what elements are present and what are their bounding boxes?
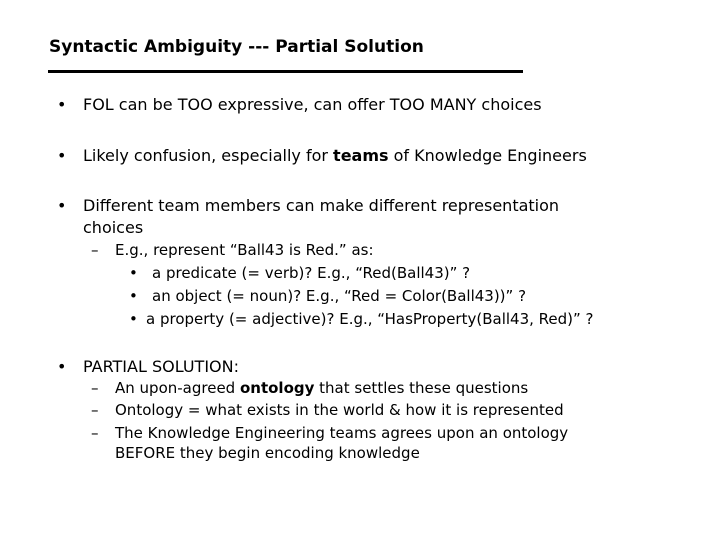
title-underline <box>48 70 523 73</box>
bullet-icon: • <box>57 357 67 376</box>
sub-bullet-text-part: An upon-agreed <box>115 379 240 397</box>
bullet-text <box>83 145 587 166</box>
bullet-text-line: choices <box>83 218 144 237</box>
sub-bullet-text: E.g., represent “Ball43 is Red.” as: <box>115 241 374 259</box>
bullet-text-part: of Knowledge Engineers <box>388 146 587 165</box>
bullet-icon: • <box>129 310 138 328</box>
dash-icon: – <box>91 424 99 442</box>
sub-bullet-text-emphasis: ontology <box>239 379 315 397</box>
slide-title: Syntactic Ambiguity --- Partial Solution <box>49 37 424 57</box>
bullet-text: FOL can be TOO expressive, can offer TOO MANY choices <box>83 95 542 114</box>
dash-icon: – <box>91 241 99 259</box>
bullet-icon: • <box>57 196 67 215</box>
bullet-text-line: Different team members can make different representation <box>83 196 560 215</box>
dash-icon: – <box>91 379 99 397</box>
sub-bullet-text-line: The Knowledge Engineering teams agrees upon an ontology <box>115 424 569 442</box>
bullet-icon: • <box>57 146 67 165</box>
dash-icon: – <box>91 401 99 419</box>
sub-bullet-text: Ontology = what exists in the world & how it is represented <box>115 401 564 419</box>
sub-bullet-text <box>115 378 528 399</box>
bullet-text-emphasis: teams <box>333 146 389 165</box>
sub-bullet-text-line: BEFORE they begin encoding knowledge <box>115 444 420 462</box>
bullet-text-part: Likely confusion, especially for <box>83 146 334 165</box>
bullet-icon: • <box>129 287 138 305</box>
bullet-text: PARTIAL SOLUTION: <box>83 357 239 376</box>
bullet-icon: • <box>129 264 138 282</box>
option-text: a property (= adjective)? E.g., “HasProperty(Ball43, Red)” ? <box>146 310 594 328</box>
sub-bullet-text-part: that settles these questions <box>314 379 529 397</box>
option-text: a predicate (= verb)? E.g., “Red(Ball43)” ? <box>152 264 471 282</box>
option-text: an object (= noun)? E.g., “Red = Color(Ball43))” ? <box>152 287 527 305</box>
bullet-icon: • <box>57 95 67 114</box>
